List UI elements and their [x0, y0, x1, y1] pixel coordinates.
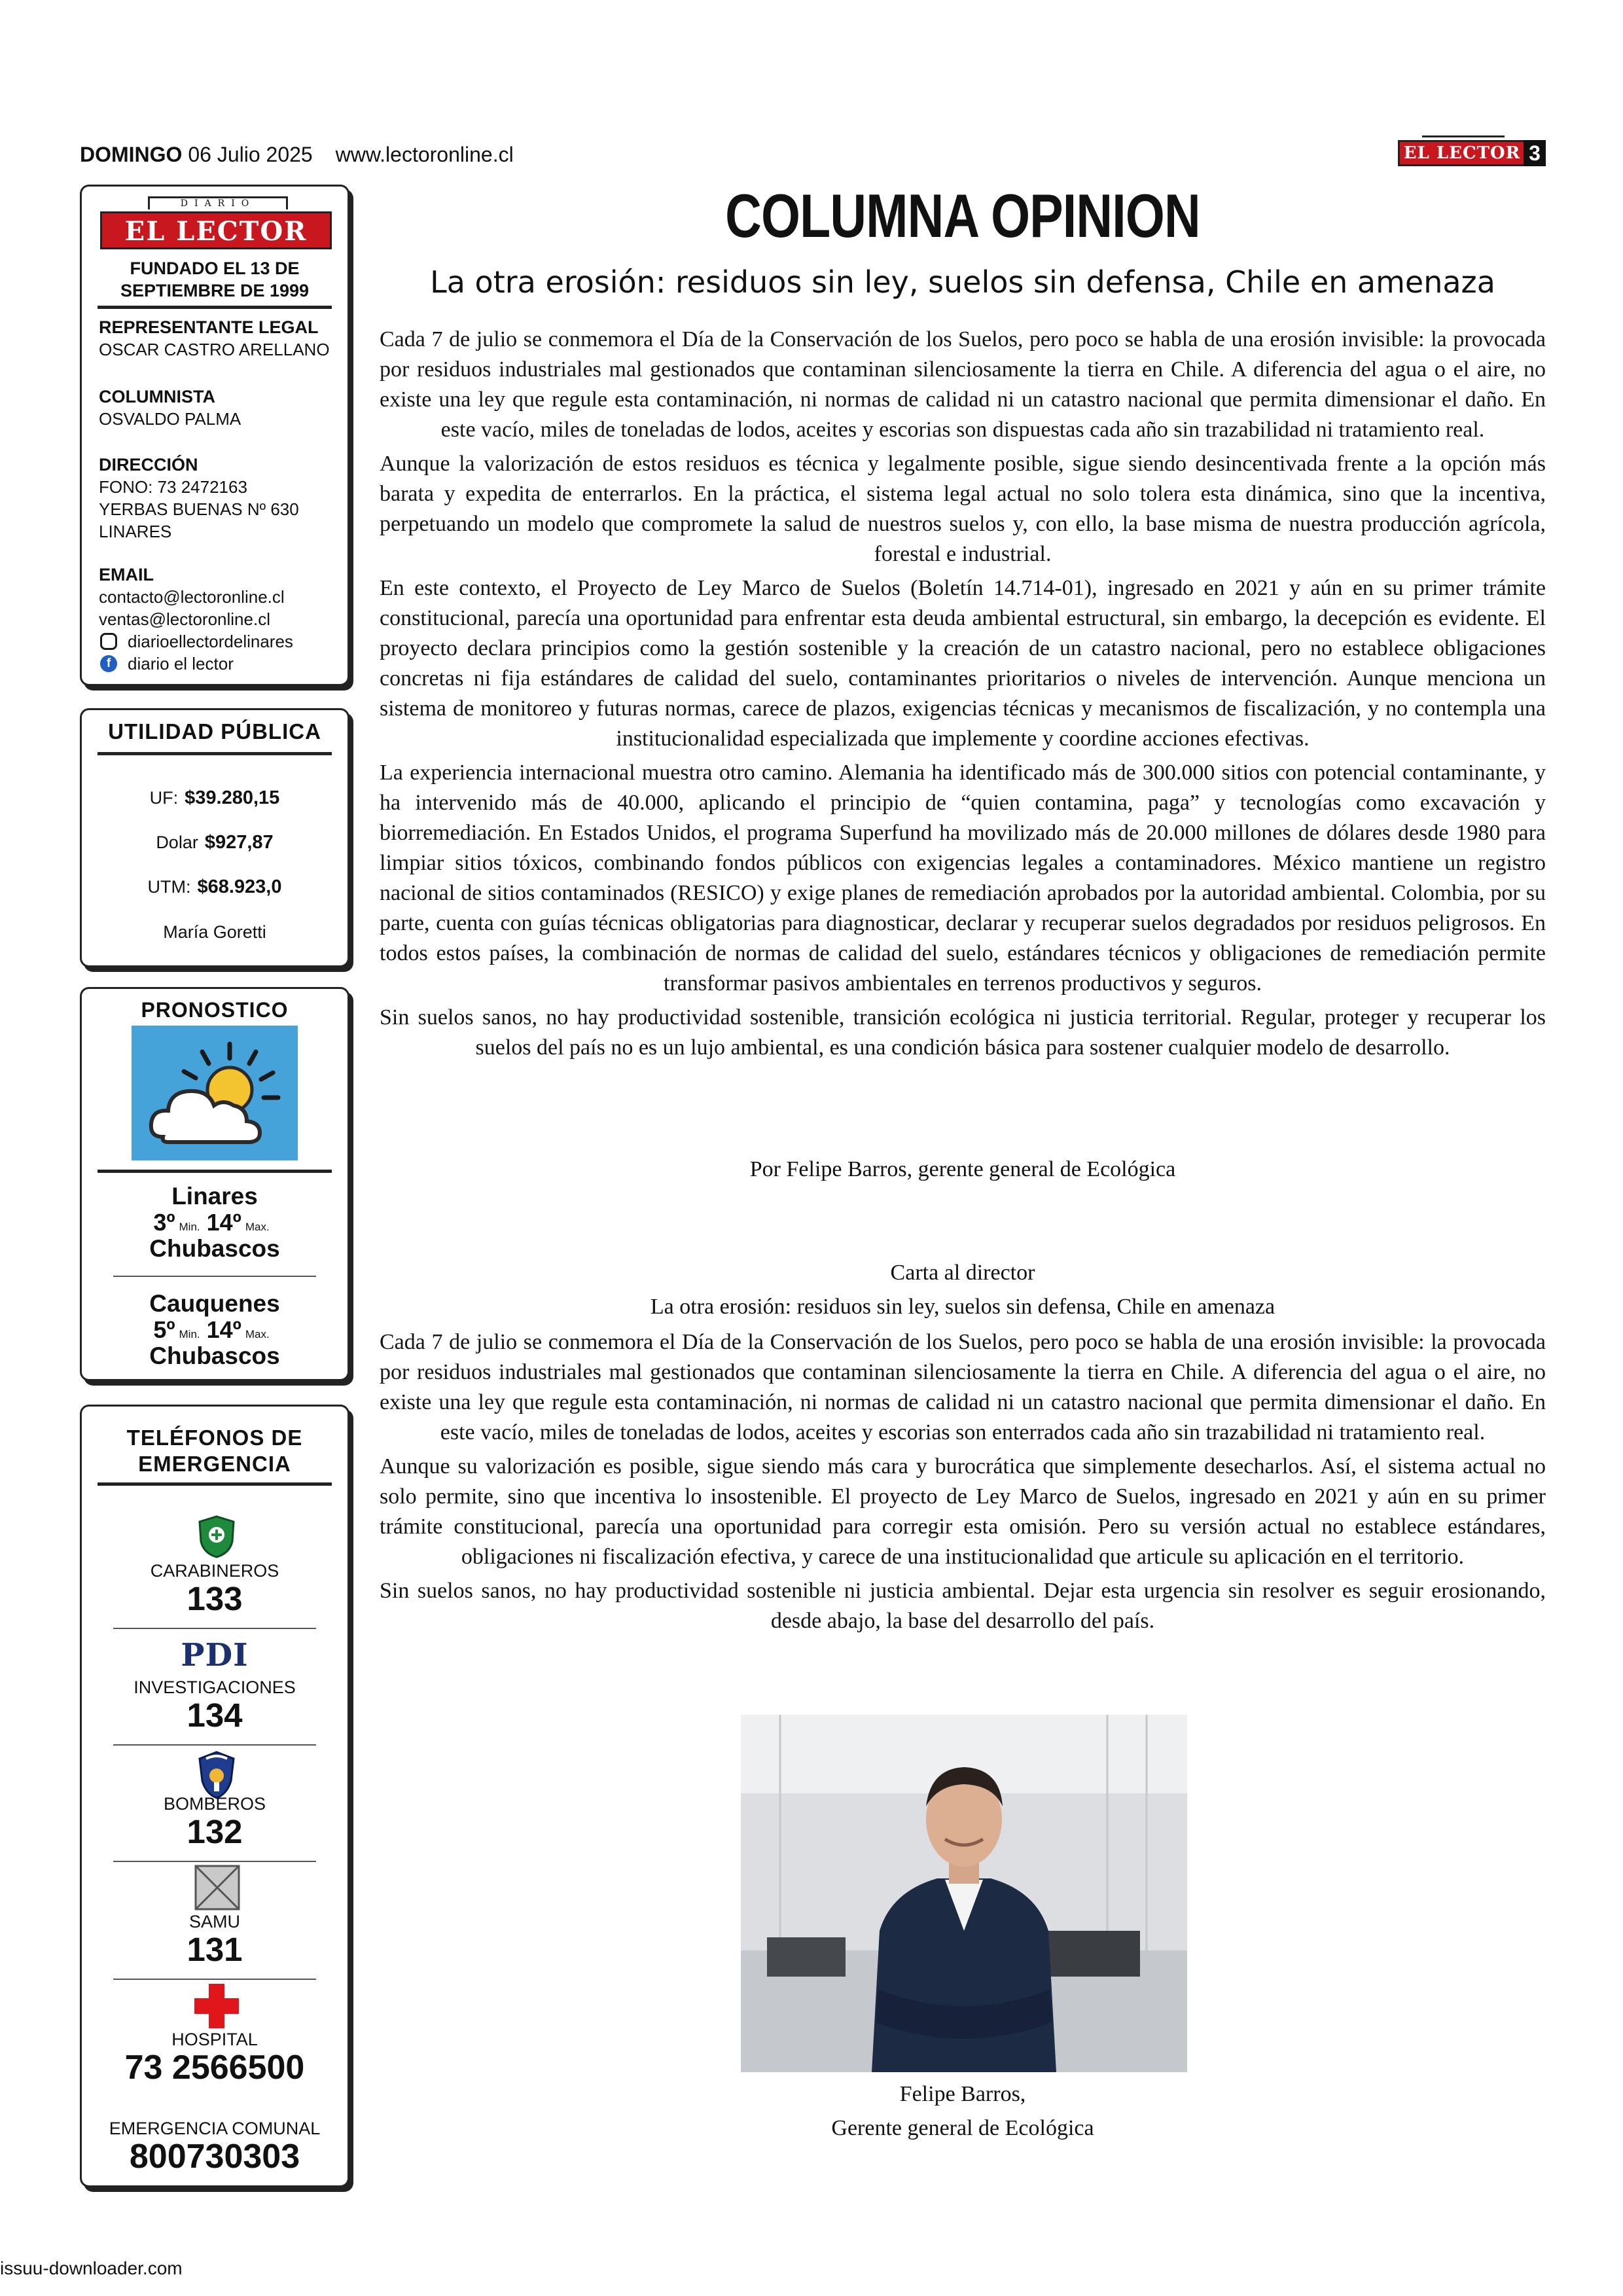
santo-text: María Goretti: [163, 922, 266, 942]
instagram-handle[interactable]: diarioellectordelinares: [128, 632, 293, 651]
caption-role: Gerente general de Ecológica: [831, 2116, 1094, 2140]
utilidad-box: [80, 708, 349, 967]
utm-row: [82, 876, 348, 898]
letter-title: La otra erosión: residuos sin ley, suelos sin defensa, Chile en amenaza: [650, 1295, 1275, 1319]
emergencia-separator: [113, 1628, 316, 1629]
pdi-label: INVESTIGACIONES: [134, 1677, 296, 1697]
carabineros-icon: [197, 1515, 236, 1558]
pdi-number[interactable]: 134: [187, 1696, 243, 1734]
city1-max-label: Max.: [245, 1221, 270, 1233]
emergencia-title: [82, 1425, 348, 1477]
article-body: [380, 325, 1546, 1067]
article-paragraph: Sin suelos sanos, no hay productividad sostenible, transición ecológica ni justicia territorial. Regular, proteger y recuperar los suelos del país no es un lujo ambiental, es una condición básica para sostener cualquier modelo de desarrollo.: [380, 1005, 1546, 1060]
pronostico-title: PRONOSTICO: [141, 998, 289, 1022]
article-paragraph: En este contexto, el Proyecto de Ley Marco de Suelos (Boletín 14.714-01), ingresado en 2021 y aún en su primer trámite constitucional, parecía una oportunidad para enfrentar esta deuda ambiental estructural, sin embargo, la decepción es evidente. El proyecto declara principios como la gestión sostenible y la creación de un catastro nacional, pero no establece obligaciones concretas ni fija estándares de calidad del suelo, contaminantes prioritarios o niveles de intervención. Aunque menciona un sistema de monitoreo y futuras normas, carece de plazos, exigencias técnicas y mecanismos de fiscalización, y no contempla una institucionalidad especializada que implemente y coordine acciones efectivas.: [380, 576, 1546, 751]
city1-min-label: Min.: [179, 1221, 200, 1233]
page-number: 3: [1524, 140, 1546, 166]
pronostico-box: [80, 987, 349, 1381]
utilidad-divider: [98, 752, 332, 755]
city1-temps: [82, 1209, 348, 1236]
founded-text: [82, 257, 348, 302]
facebook-handle[interactable]: diario el lector: [128, 654, 234, 673]
hospital-number[interactable]: 73 2566500: [124, 2049, 305, 2087]
dir-heading: DIRECCIÓN: [99, 455, 198, 475]
dir-city: LINARES: [99, 522, 172, 541]
hospital-label: HOSPITAL: [171, 2030, 258, 2049]
header-logo: [1398, 140, 1526, 166]
email-heading: EMAIL: [99, 565, 154, 584]
photo-caption: [380, 2077, 1546, 2145]
city2-name: Cauquenes: [149, 1290, 280, 1317]
dir-phone: FONO: 73 2472163: [99, 477, 247, 497]
founded-line2: SEPTIEMBRE DE 1999: [120, 281, 310, 300]
header-day: DOMINGO: [80, 143, 183, 166]
comunal-number[interactable]: 800730303: [129, 2138, 300, 2176]
article-paragraph: Aunque la valorización de estos residuos es técnica y legalmente posible, sigue siendo desincentivada frente a la opción más barata y expedita de enterrarlos. En la práctica, el sistema legal actual no solo tolera esta dinámica, sino que la incentiva, perpetuando un modelo que compromete la salud de nuestros suelos y, con ello, la base misma de nuestra producción agrícola, forestal e industrial.: [380, 452, 1546, 566]
col-heading: COLUMNISTA: [99, 387, 215, 406]
masthead-logo: [100, 198, 332, 249]
author-photo: [741, 1715, 1187, 2072]
emergencia-separator: [113, 1861, 316, 1862]
utm-value: $68.923,0: [197, 876, 282, 897]
bomberos-label: BOMBEROS: [163, 1794, 266, 1814]
utilidad-title: UTILIDAD PÚBLICA: [108, 719, 321, 744]
city2-temps: [82, 1316, 348, 1344]
article-paragraph: La experiencia internacional muestra otro camino. Alemania ha identificado más de 300.000 sitios con potencial contaminante, y ha intervenido más de 40.000, aplicando el principio de “quien contamina, paga” y tecnologías como excavación y biorremediación. En Estados Unidos, el programa Superfund ha movilizado más de 20.000 millones de dólares desde 1980 para limpiar sitios tóxicos, combinando fondos públicos con exigencias legales a contaminadores. México mantiene un registro nacional de sitios contaminados (RESICO) y exige planes de remediación aprobados por la autoridad ambiental. Colombia, por su parte, cuenta con guías técnicas obligatorias para diagnosticar, declarar y recuperar suelos degradados por residuos peligrosos. En todos estos países, la combinación de normas de calidad del suelo, estándares técnicos y obligaciones de remediación permite transformar pasivos ambientales en terrenos productivos y seguros.: [380, 761, 1546, 996]
section-title: COLUMNA OPINION: [725, 181, 1200, 250]
masthead-divider: [98, 306, 332, 309]
emergencia-separator: [113, 1744, 316, 1746]
rep-name: OSCAR CASTRO ARELLANO: [99, 340, 330, 359]
uf-value: $39.280,15: [185, 787, 280, 808]
carabineros-label: CARABINEROS: [150, 1561, 279, 1581]
header-date: [80, 143, 514, 167]
page-header: [80, 140, 1546, 170]
uf-label: UF:: [149, 788, 179, 808]
pdi-logo: PDI: [181, 1637, 249, 1674]
letter-paragraph: Cada 7 de julio se conmemora el Día de la Conservación de los Suelos, pero poco se habla de una erosión invisible: la provocada por residuos industriales mal gestionados que contaminan silenciosamente la tierra en Chile. A diferencia del agua o el aire, no existe una ley que regule esta contaminación, ni normas de calidad ni un catastro nacional que permita dimensionar el daño. En este vacío, miles de toneladas de lodos, aceites y escorias son enterrados cada año sin trazabilidad ni tratamiento real.: [380, 1330, 1546, 1444]
city1-name: Linares: [171, 1183, 258, 1210]
masthead-box: [80, 185, 349, 686]
city2-condition: Chubascos: [149, 1342, 280, 1369]
dolar-label: Dolar: [156, 833, 198, 852]
header-date-text: 06 Julio 2025: [188, 143, 313, 166]
email-ventas[interactable]: ventas@lectoronline.cl: [99, 609, 270, 629]
emergencia-box: [80, 1405, 349, 2187]
email-contacto[interactable]: contacto@lectoronline.cl: [99, 587, 285, 607]
instagram-icon: [100, 633, 117, 650]
bomberos-icon: [197, 1751, 236, 1799]
article-headline: La otra erosión: residuos sin ley, suelos sin defensa, Chile en amenaza: [430, 264, 1495, 300]
article-paragraph: Cada 7 de julio se conmemora el Día de la Conservación de los Suelos, pero poco se habla de una erosión invisible: la provocada por residuos industriales mal gestionados que contaminan silenciosamente la tierra en Chile. A diferencia del agua o el aire, no existe una ley que regule esta contaminación, ni normas de calidad ni un catastro nacional que permita dimensionar el daño. En este vacío, miles de toneladas de lodos, aceites y escorias son dispuestas cada año sin trazabilidad ni tratamiento real.: [380, 327, 1546, 442]
emergencia-title-line1: TELÉFONOS DE: [126, 1426, 303, 1450]
samu-label: SAMU: [188, 1912, 240, 1931]
header-logo-bar: [1422, 135, 1505, 141]
comunal-label: EMERGENCIA COMUNAL: [109, 2119, 321, 2138]
rep-heading: REPRESENTANTE LEGAL: [99, 317, 319, 337]
uf-row: [82, 787, 348, 809]
header-logo-text: EL LECTOR: [1403, 143, 1521, 163]
caption-name: Felipe Barros,: [899, 2082, 1026, 2106]
carabineros-number[interactable]: 133: [187, 1580, 243, 1617]
dolar-value: $927,87: [204, 832, 274, 853]
city1-min: 3º: [153, 1209, 175, 1236]
emergencia-divider: [98, 1482, 332, 1486]
city2-max: 14º: [206, 1316, 241, 1343]
masthead-logo-top: DIARIO: [148, 196, 288, 209]
samu-icon: [194, 1865, 240, 1910]
city2-max-label: Max.: [245, 1328, 270, 1340]
city1-max: 14º: [206, 1209, 241, 1236]
emergencia-title-line2: EMERGENCIA: [138, 1452, 291, 1476]
dolar-row: [82, 832, 348, 853]
col-name: OSVALDO PALMA: [99, 409, 241, 429]
pronostico-separator: [113, 1276, 316, 1277]
letter-paragraph: Aunque su valorización es posible, sigue siendo más cara y burocrática que simplemente desecharlos. Así, el sistema actual no solo permite, sino que incentiva lo insostenible. El proyecto de Ley Marco de Suelos, ingresado en 2021 y aún en su primer trámite constitucional, parecía una oportunidad para corregir esta omisión. Pero su versión actual no establece estándares, obligaciones ni fiscalización efectiva, y carece de una institucionalidad que articule su aplicación en el territorio.: [380, 1454, 1546, 1569]
founded-line1: FUNDADO EL 13 DE: [130, 259, 300, 278]
hospital-cross-icon: [193, 1982, 240, 2030]
masthead-logo-text: EL LECTOR: [124, 216, 308, 247]
city2-min: 5º: [153, 1316, 175, 1343]
pronostico-divider: [98, 1170, 332, 1173]
article-byline: Por Felipe Barros, gerente general de Ecológica: [749, 1157, 1176, 1181]
header-url[interactable]: www.lectoronline.cl: [335, 143, 514, 166]
facebook-icon: f: [100, 655, 117, 672]
city2-min-label: Min.: [179, 1328, 200, 1340]
emergencia-separator: [113, 1979, 316, 1980]
letter-label: Carta al director: [890, 1261, 1035, 1285]
city1-condition: Chubascos: [149, 1235, 280, 1262]
source-watermark: issuu-downloader.com: [0, 2258, 183, 2278]
letter-paragraph: Sin suelos sanos, no hay productividad sostenible ni justicia ambiental. Dejar esta urgencia sin resolver es seguir erosionando, desde abajo, la base del desarrollo del país.: [380, 1579, 1546, 1633]
bomberos-number[interactable]: 132: [187, 1813, 243, 1850]
partly-cloudy-icon: [132, 1026, 298, 1160]
dir-street: YERBAS BUENAS Nº 630: [99, 499, 299, 519]
letter-body: [380, 1327, 1546, 1640]
samu-number[interactable]: 131: [187, 1931, 243, 1968]
utm-label: UTM:: [147, 877, 191, 897]
